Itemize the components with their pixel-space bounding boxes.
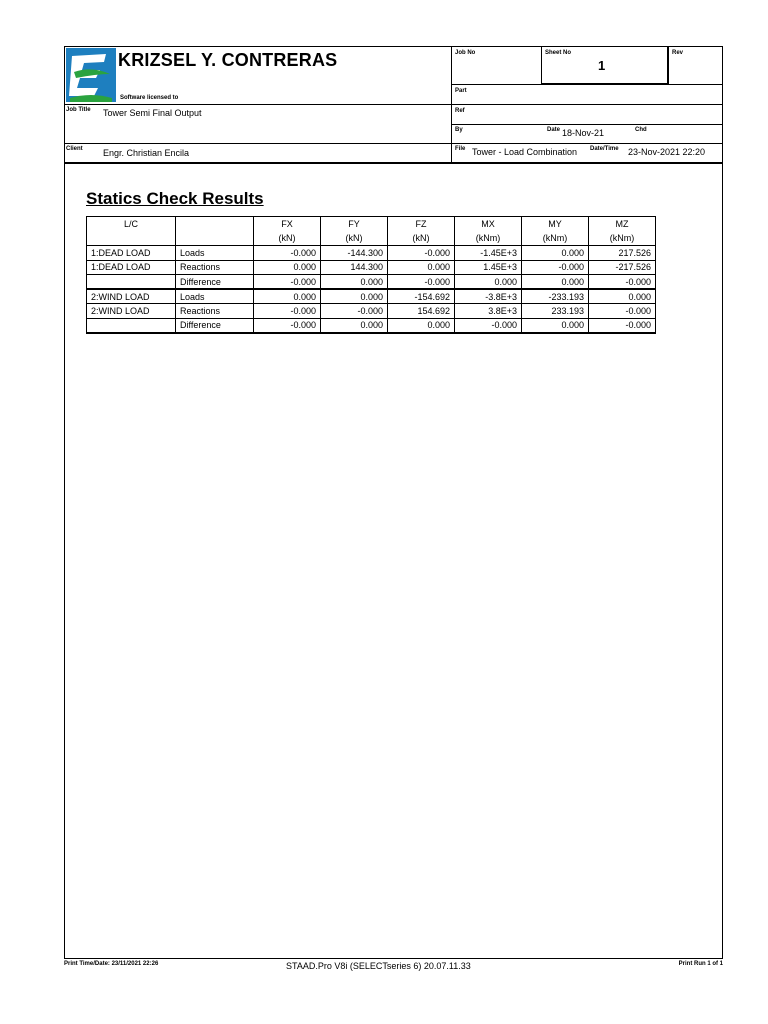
table-cell: Loads: [176, 246, 254, 261]
table-cell: 0.000: [522, 318, 589, 333]
section-title: Statics Check Results: [86, 189, 264, 208]
table-cell: 0.000: [522, 246, 589, 261]
table-cell: -1.45E+3: [455, 246, 522, 261]
table-header-cell: MY: [522, 217, 589, 232]
ref-label: Ref: [455, 108, 465, 114]
table-cell: -217.526: [589, 260, 656, 275]
table-header-cell: MX: [455, 217, 522, 232]
table-row: [87, 275, 656, 290]
table-cell: -0.000: [254, 318, 321, 333]
client-value: Engr. Christian Encila: [103, 148, 190, 158]
statics-check-table: [86, 216, 656, 334]
header-divider: [668, 46, 669, 84]
table-cell: 1.45E+3: [455, 260, 522, 275]
table-cell: -0.000: [254, 304, 321, 319]
print-run: Print Run 1 of 1: [678, 961, 723, 967]
table-header-cell: (kNm): [589, 231, 656, 246]
table-cell: 0.000: [388, 318, 455, 333]
table-cell: -0.000: [388, 275, 455, 290]
table-header-row: [87, 217, 656, 232]
staad-logo: [66, 48, 116, 102]
table-cell: -0.000: [522, 260, 589, 275]
table-cell: 0.000: [388, 260, 455, 275]
date-value: 18-Nov-21: [562, 128, 605, 138]
table-cell: 154.692: [388, 304, 455, 319]
table-cell: -0.000: [589, 318, 656, 333]
header-line: [451, 124, 723, 125]
table-cell: 0.000: [522, 275, 589, 290]
table-header-cell: FZ: [388, 217, 455, 232]
header-line: [451, 84, 723, 85]
table-header-cell: [87, 231, 176, 246]
print-time: Print Time/Date: 23/11/2021 22:26: [64, 961, 159, 967]
table-cell: -0.000: [321, 304, 388, 319]
table-header-cell: (kNm): [522, 231, 589, 246]
page-frame: [64, 46, 723, 959]
table-row: [87, 289, 656, 304]
header-divider: [451, 46, 452, 163]
client-label: Client: [66, 146, 83, 152]
table-cell: -233.193: [522, 289, 589, 304]
table-cell: 0.000: [589, 289, 656, 304]
table-row: [87, 318, 656, 333]
table-cell: 144.300: [321, 260, 388, 275]
table-cell: -154.692: [388, 289, 455, 304]
table-cell: 2:WIND LOAD: [87, 289, 176, 304]
header-line: [64, 104, 723, 105]
table-cell: 3.8E+3: [455, 304, 522, 319]
table-cell: 0.000: [254, 260, 321, 275]
table-header-cell: [176, 217, 254, 232]
table-header-cell: [176, 231, 254, 246]
by-label: By: [455, 127, 463, 133]
table-cell: 233.193: [522, 304, 589, 319]
header-line: [64, 143, 723, 144]
file-label: File: [455, 146, 466, 152]
table-header-cell: (kNm): [455, 231, 522, 246]
table-cell: -0.000: [388, 246, 455, 261]
table-row: [87, 304, 656, 319]
table-cell: -0.000: [455, 318, 522, 333]
table-header-cell: FY: [321, 217, 388, 232]
table-header-cell: L/C: [87, 217, 176, 232]
file-value: Tower - Load Combination: [472, 147, 578, 157]
table-cell: Reactions: [176, 260, 254, 275]
table-cell: Difference: [176, 275, 254, 290]
table-header-row: [87, 231, 656, 246]
datetime-label: Date/Time: [590, 146, 619, 152]
table-cell: -0.000: [589, 275, 656, 290]
table-cell: 217.526: [589, 246, 656, 261]
table-cell: Difference: [176, 318, 254, 333]
table-cell: 1:DEAD LOAD: [87, 260, 176, 275]
table-cell: -0.000: [589, 304, 656, 319]
job-title-value: Tower Semi Final Output: [103, 108, 202, 118]
datetime-value: 23-Nov-2021 22:20: [628, 147, 706, 157]
table-cell: 0.000: [254, 289, 321, 304]
table-cell: -3.8E+3: [455, 289, 522, 304]
table-cell: Loads: [176, 289, 254, 304]
table-cell: [87, 275, 176, 290]
table-header-cell: (kN): [388, 231, 455, 246]
table-cell: 0.000: [321, 275, 388, 290]
part-label: Part: [455, 88, 467, 94]
rev-label: Rev: [672, 50, 684, 56]
company-name: KRIZSEL Y. CONTRERAS: [118, 50, 338, 70]
program-version: STAAD.Pro V8i (SELECTseries 6) 20.07.11.33: [286, 961, 471, 971]
table-row: [87, 260, 656, 275]
table-cell: -0.000: [254, 275, 321, 290]
job-title-label: Job Title: [66, 107, 91, 113]
chd-label: Chd: [635, 127, 647, 133]
table-cell: 1:DEAD LOAD: [87, 246, 176, 261]
job-no-label: Job No: [455, 50, 476, 56]
software-licensed-label: Software licensed to: [120, 95, 179, 101]
table-cell: 0.000: [455, 275, 522, 290]
table-cell: Reactions: [176, 304, 254, 319]
table-header-cell: FX: [254, 217, 321, 232]
table-cell: 0.000: [321, 318, 388, 333]
table-cell: -0.000: [254, 246, 321, 261]
table-header-cell: MZ: [589, 217, 656, 232]
table-header-cell: (kN): [321, 231, 388, 246]
date-label: Date: [547, 127, 561, 133]
header-bottom-line: [64, 162, 723, 164]
table-cell: [87, 318, 176, 333]
table-cell: 2:WIND LOAD: [87, 304, 176, 319]
table-cell: 0.000: [321, 289, 388, 304]
table-row: [87, 246, 656, 261]
sheet-no-label: Sheet No: [545, 50, 572, 56]
table-cell: -144.300: [321, 246, 388, 261]
table-header-cell: (kN): [254, 231, 321, 246]
sheet-no-value: 1: [598, 58, 606, 73]
